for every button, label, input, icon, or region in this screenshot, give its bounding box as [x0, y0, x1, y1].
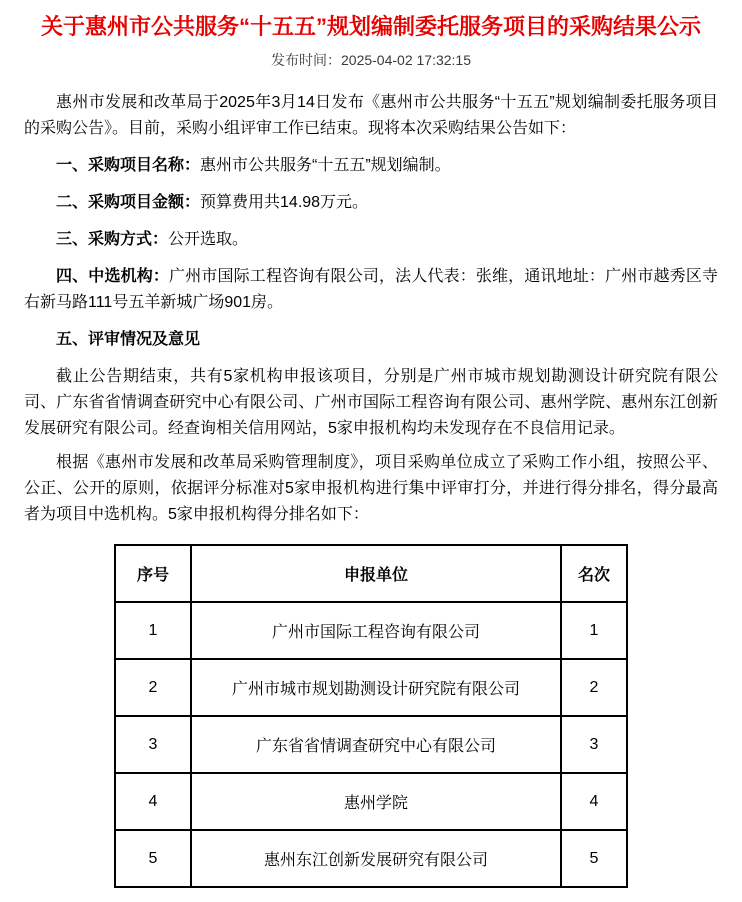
item-project-name-text: 惠州市公共服务“十五五”规划编制。: [200, 157, 451, 174]
cell-unit: 惠州学院: [191, 773, 561, 830]
cell-unit: 广东省省情调查研究中心有限公司: [191, 716, 561, 773]
header-rank: 名次: [561, 545, 627, 602]
review-paragraph-1: 截止公告期结束，共有5家机构申报该项目，分别是广州市城市规划勘测设计研究院有限公司、广东省省情调查研究中心有限公司、广州市国际工程咨询有限公司、惠州学院、惠州东江创新发展研究有限公司。经查询相关信用网站，5家申报机构均未发现存在不良信用记录。: [24, 368, 718, 437]
item-project-amount-text: 预算费用共14.98万元。: [200, 194, 369, 211]
cell-rank: 4: [561, 773, 627, 830]
cell-rank: 5: [561, 830, 627, 887]
page-title: 关于惠州市公共服务“十五五”规划编制委托服务项目的采购结果公示: [40, 14, 701, 39]
cell-serial: 2: [115, 659, 191, 716]
intro-paragraph: 惠州市发展和改革局于2025年3月14日发布《惠州市公共服务“十五五”规划编制委托服务项目的采购公告》。目前，采购小组评审工作已结束。现将本次采购结果公告如下：: [24, 94, 718, 137]
item-selected-agency-label: 四、中选机构：: [56, 268, 170, 285]
table-header-row: [115, 545, 627, 602]
item-project-name-label: 一、采购项目名称：: [56, 157, 201, 174]
item-project-amount: [24, 190, 718, 216]
cell-rank: 3: [561, 716, 627, 773]
cell-unit: 惠州东江创新发展研究有限公司: [191, 830, 561, 887]
item-selected-agency: [24, 264, 718, 316]
table-row: [115, 773, 627, 830]
table-row: [115, 659, 627, 716]
cell-serial: 3: [115, 716, 191, 773]
item-procurement-method-label: 三、采购方式：: [56, 231, 169, 248]
cell-rank: 2: [561, 659, 627, 716]
cell-serial: 1: [115, 602, 191, 659]
item-review-heading: [24, 327, 718, 353]
cell-serial: 5: [115, 830, 191, 887]
cell-unit: 广州市国际工程咨询有限公司: [191, 602, 561, 659]
cell-serial: 4: [115, 773, 191, 830]
publish-time-value: 2025-04-02 17:32:15: [341, 52, 471, 68]
table-row: [115, 716, 627, 773]
cell-unit: 广州市城市规划勘测设计研究院有限公司: [191, 659, 561, 716]
cell-rank: 1: [561, 602, 627, 659]
item-project-name: [24, 153, 718, 179]
header-applicant-unit: 申报单位: [191, 545, 561, 602]
publish-time-label: 发布时间：: [271, 52, 341, 68]
review-paragraph-2: 根据《惠州市发展和改革局采购管理制度》，项目采购单位成立了采购工作小组，按照公平、公正、公开的原则，依据评分标准对5家申报机构进行集中评审打分，并进行得分排名，得分最高者为项目中选机构。5家申报机构得分排名如下：: [24, 454, 718, 523]
item-selected-agency-text: 广州市国际工程咨询有限公司，法人代表：张维，通讯地址：广州市越秀区寺右新马路111号五羊新城广场901房。: [24, 268, 718, 311]
item-procurement-method: [24, 227, 718, 253]
item-project-amount-label: 二、采购项目金额：: [56, 194, 201, 211]
table-row: [115, 830, 627, 887]
header-serial-number: 序号: [115, 545, 191, 602]
item-procurement-method-text: 公开选取。: [168, 231, 249, 248]
item-review-heading-label: 五、评审情况及意见: [56, 331, 201, 348]
publish-time-line: [24, 50, 718, 70]
table-row: [115, 602, 627, 659]
ranking-table: [114, 544, 628, 888]
